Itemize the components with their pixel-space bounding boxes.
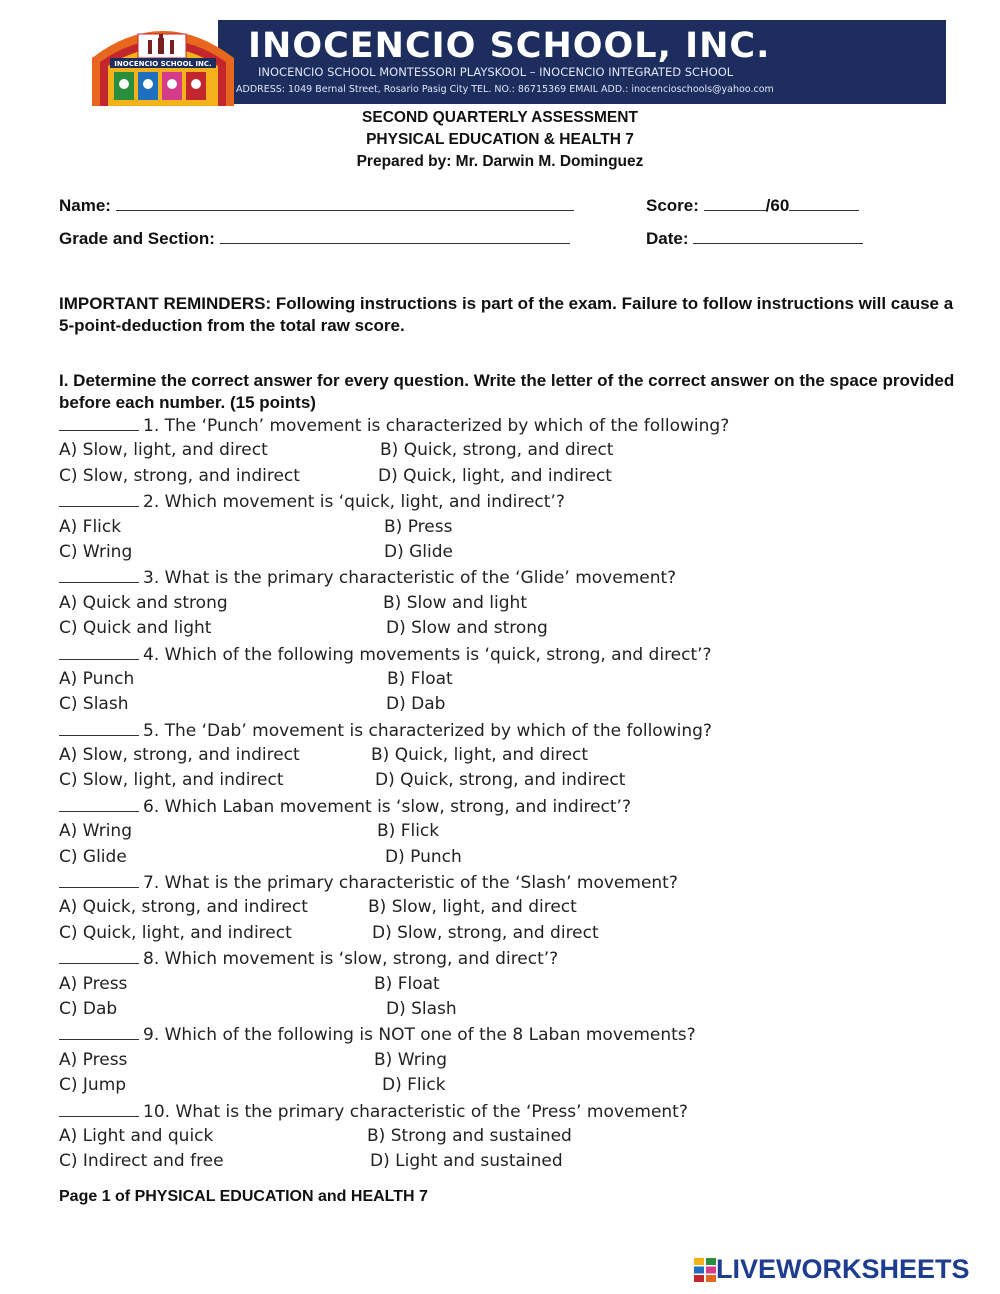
option-b: B) Float	[387, 668, 453, 689]
grade-section-field[interactable]	[59, 228, 570, 249]
option-c: C) Glide	[59, 846, 127, 867]
option-d: D) Quick, strong, and indirect	[375, 770, 626, 791]
question-1	[59, 413, 959, 438]
exam-subject: PHYSICAL EDUCATION & HEALTH 7	[366, 131, 634, 148]
exam-preparer: Prepared by: Mr. Darwin M. Dominguez	[356, 153, 644, 170]
option-d: D) Flick	[382, 1075, 446, 1096]
option-c: C) Slash	[59, 694, 129, 715]
question-10	[59, 1099, 959, 1124]
question-text: 7. What is the primary characteristic of the ‘Slash’ movement?	[143, 873, 678, 894]
question-list	[59, 413, 959, 1175]
option-a: A) Quick, strong, and indirect	[59, 897, 308, 918]
options-row	[59, 743, 959, 768]
name-line[interactable]	[116, 195, 574, 211]
date-label: Date:	[646, 229, 689, 248]
question-text: 2. Which movement is ‘quick, light, and indirect’?	[143, 492, 565, 513]
question-text: 8. Which movement is ‘slow, strong, and direct’?	[143, 949, 559, 970]
option-b: B) Slow, light, and direct	[368, 897, 577, 918]
options-row	[59, 692, 959, 717]
options-row	[59, 972, 959, 997]
school-banner	[88, 18, 946, 106]
exam-header	[0, 107, 1000, 173]
option-d: D) Punch	[385, 846, 462, 867]
option-b: B) Quick, light, and direct	[371, 745, 589, 766]
liveworksheets-watermark	[694, 1254, 970, 1286]
options-row	[59, 616, 959, 641]
option-d: D) Slash	[386, 998, 457, 1019]
exam-title: SECOND QUARTERLY ASSESSMENT	[362, 109, 638, 126]
option-a: A) Wring	[59, 821, 132, 842]
option-d: D) Slow, strong, and direct	[372, 922, 599, 943]
question-text: 4. Which of the following movements is ‘quick, strong, and direct’?	[143, 644, 712, 665]
question-text: 6. Which Laban movement is ‘slow, strong, and indirect’?	[143, 796, 631, 817]
score-field[interactable]	[646, 195, 859, 216]
options-row	[59, 845, 959, 870]
date-field[interactable]	[646, 228, 863, 249]
options-row	[59, 591, 959, 616]
option-d: D) Light and sustained	[370, 1151, 563, 1172]
option-a: A) Slow, light, and direct	[59, 440, 268, 461]
options-row	[59, 895, 959, 920]
school-name: INOCENCIO SCHOOL, INC.	[248, 26, 771, 66]
option-a: A) Slow, strong, and indirect	[59, 745, 300, 766]
option-b: B) Flick	[377, 821, 440, 842]
question-9	[59, 1022, 959, 1047]
options-row	[59, 1124, 959, 1149]
option-c: C) Jump	[59, 1075, 127, 1096]
option-c: C) Quick, light, and indirect	[59, 922, 292, 943]
question-8	[59, 946, 959, 971]
option-d: D) Slow and strong	[386, 618, 548, 639]
answer-blank-5[interactable]	[59, 718, 139, 736]
score-line[interactable]	[704, 195, 766, 211]
options-row	[59, 768, 959, 793]
section-instructions: I. Determine the correct answer for every question. Write the letter of the correct answer on the space provided before each number. (15 points)	[59, 371, 955, 412]
question-6	[59, 794, 959, 819]
name-field[interactable]	[59, 195, 574, 216]
important-reminders: IMPORTANT REMINDERS: Following instructions is part of the exam. Failure to follow instructions will cause a 5-point-deduction from the total raw score.	[59, 294, 954, 335]
question-text: 3. What is the primary characteristic of the ‘Glide’ movement?	[143, 568, 677, 589]
question-4	[59, 642, 959, 667]
school-logo	[88, 18, 238, 106]
option-b: B) Strong and sustained	[367, 1125, 572, 1146]
options-row	[59, 438, 959, 463]
school-address: ADDRESS: 1049 Bernal Street, Rosario Pasig City TEL. NO.: 86715369 EMAIL ADD.: inocencioschools@yahoo.com	[236, 84, 774, 95]
watermark-text: LIVEWORKSHEETS	[716, 1254, 970, 1284]
option-c: C) Wring	[59, 541, 133, 562]
score-line-end	[789, 195, 859, 211]
option-b: B) Float	[374, 973, 440, 994]
question-7	[59, 870, 959, 895]
option-c: C) Slow, light, and indirect	[59, 770, 284, 791]
answer-blank-4[interactable]	[59, 642, 139, 660]
logo-label: INOCENCIO SCHOOL INC.	[114, 60, 212, 68]
options-row	[59, 1149, 959, 1174]
option-c: C) Slow, strong, and indirect	[59, 465, 300, 486]
option-a: A) Quick and strong	[59, 592, 228, 613]
option-c: C) Indirect and free	[59, 1151, 224, 1172]
answer-blank-1[interactable]	[59, 413, 139, 431]
name-label: Name:	[59, 196, 111, 215]
answer-blank-2[interactable]	[59, 489, 139, 507]
option-b: B) Wring	[374, 1049, 448, 1070]
answer-blank-3[interactable]	[59, 565, 139, 583]
score-total: /60	[765, 196, 790, 215]
options-row	[59, 1048, 959, 1073]
option-a: A) Press	[59, 1049, 128, 1070]
question-text: 10. What is the primary characteristic of the ‘Press’ movement?	[143, 1101, 688, 1122]
answer-blank-7[interactable]	[59, 870, 139, 888]
option-a: A) Press	[59, 973, 128, 994]
question-3	[59, 565, 959, 590]
liveworksheets-icon	[694, 1258, 716, 1282]
option-b: B) Slow and light	[383, 592, 527, 613]
question-text: 5. The ‘Dab’ movement is characterized by which of the following?	[143, 720, 712, 741]
option-d: D) Dab	[386, 694, 446, 715]
options-row	[59, 464, 959, 489]
option-b: B) Press	[384, 516, 453, 537]
options-row	[59, 1073, 959, 1098]
school-subtitle: INOCENCIO SCHOOL MONTESSORI PLAYSKOOL – INOCENCIO INTEGRATED SCHOOL	[258, 65, 734, 79]
answer-blank-6[interactable]	[59, 794, 139, 812]
options-row	[59, 997, 959, 1022]
question-2	[59, 489, 959, 514]
options-row	[59, 540, 959, 565]
question-text: 1. The ‘Punch’ movement is characterized by which of the following?	[143, 416, 730, 436]
option-a: A) Flick	[59, 516, 122, 537]
page-footer: Page 1 of PHYSICAL EDUCATION and HEALTH 7	[59, 1188, 428, 1205]
answer-blank-10[interactable]	[59, 1099, 139, 1117]
option-b: B) Quick, strong, and direct	[380, 440, 614, 461]
banner-bar	[218, 20, 946, 104]
question-text: 9. Which of the following is NOT one of the 8 Laban movements?	[143, 1025, 696, 1046]
option-d: D) Glide	[384, 541, 453, 562]
grade-section-line[interactable]	[220, 228, 570, 244]
answer-blank-9[interactable]	[59, 1022, 139, 1040]
options-row	[59, 515, 959, 540]
option-c: C) Quick and light	[59, 618, 212, 639]
date-line[interactable]	[693, 228, 863, 244]
grade-section-label: Grade and Section:	[59, 229, 215, 248]
options-row	[59, 819, 959, 844]
score-label: Score:	[646, 196, 699, 215]
option-a: A) Light and quick	[59, 1125, 214, 1146]
options-row	[59, 921, 959, 946]
answer-blank-8[interactable]	[59, 946, 139, 964]
option-c: C) Dab	[59, 998, 118, 1019]
options-row	[59, 667, 959, 692]
option-a: A) Punch	[59, 668, 135, 689]
option-d: D) Quick, light, and indirect	[378, 465, 612, 486]
question-5	[59, 718, 959, 743]
